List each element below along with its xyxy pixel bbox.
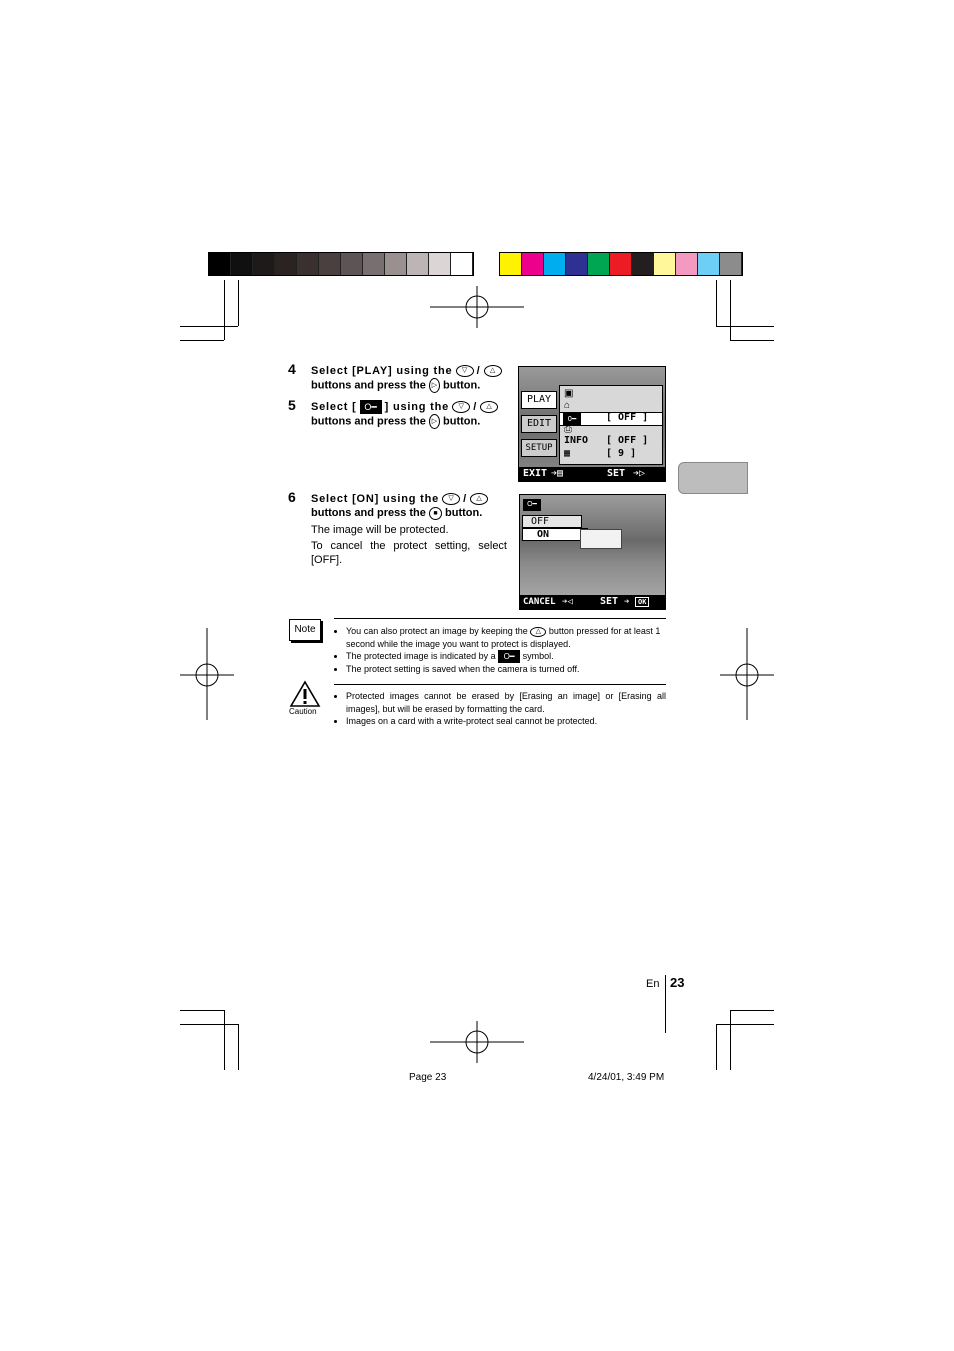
color-swatch [720,253,742,275]
caution-divider [334,684,666,685]
right-button-icon: ▷ [429,378,440,393]
color-swatch [451,253,473,275]
registration-target-right [720,628,774,720]
up-button-icon: △ [480,401,498,413]
caution-icon [289,680,321,708]
menu-row-index: ▦ [ 9 ] [564,448,637,459]
color-swatch [319,253,341,275]
color-swatch [566,253,588,275]
note-text: • You can also protect an image by keeping the △ button pressed for at least 1 second while the image you want to protect is displayed. • The protected image is indicated by a O━ symbol. • The protect setting is saved when the camera is turned off. [333,625,666,676]
section-tab [678,462,748,494]
menu-panel [559,385,663,465]
grayscale-bar [208,252,474,276]
protect-key-icon: O━ [523,499,541,511]
color-swatch [363,253,385,275]
menu-row-protect [560,412,662,426]
down-button-icon: ▽ [456,365,474,377]
down-button-icon: ▽ [442,493,460,505]
step-5-number: 5 [288,397,296,413]
color-swatch [654,253,676,275]
color-swatch [231,253,253,275]
note-icon: Note [289,619,321,641]
rotate-icon: ⌂ [564,400,571,411]
language-label: En [646,978,660,990]
step-6-desc-2: To cancel the protect setting, select [OFF]. [311,540,507,566]
step-6-number: 6 [288,489,296,505]
color-swatch [676,253,698,275]
up-button-icon: △ [470,493,488,505]
color-swatch [544,253,566,275]
down-button-icon: ▽ [452,401,470,413]
arrow-icon: ➔▤ [551,468,564,479]
ok-icon: OK [635,597,649,607]
color-bar [499,252,743,276]
print-date: 4/24/01, 3:49 PM [588,1072,665,1083]
registration-target-left [180,628,234,720]
caution-label: Caution [289,707,317,716]
protect-key-icon: O━ [498,650,520,663]
color-swatch [632,253,654,275]
registration-target-top [430,286,524,328]
slideshow-icon: ▣ [564,388,574,399]
caution-text: • Protected images cannot be erased by [Erasing an image] or [Erasing all images], but will be erased by formatting the card. • Images on a card with a write-protect seal cannot be protected. [333,690,666,728]
step-6-text: Select [ON] using the ▽ / △ buttons and press the ■ button. [311,492,507,520]
screen1-footer: EXIT ➔▤ SET ➔▷ [519,467,665,481]
ok-button-icon: ■ [429,507,442,520]
right-button-icon: ▷ [429,414,440,429]
arrow-left-icon: ➔◁ [562,597,573,607]
color-swatch [209,253,231,275]
step-4-number: 4 [288,361,296,377]
color-swatch [407,253,429,275]
color-swatch [385,253,407,275]
print-page-label: Page 23 [409,1072,447,1083]
color-swatch [429,253,451,275]
camera-screen-protect [519,494,666,610]
house-image [580,529,622,549]
color-swatch [588,253,610,275]
color-swatch [500,253,522,275]
page-number-divider [665,975,666,1033]
menu-setup-tab: SETUP [521,439,557,457]
registration-target-bottom [430,1021,524,1063]
option-off: OFF [522,515,582,528]
arrow-right-icon: ➔▷ [633,468,646,479]
color-swatch [522,253,544,275]
screen2-footer: CANCEL ➔◁ SET ➔ OK [520,595,665,609]
up-button-icon: △ [530,627,546,637]
menu-row-info: INFO [ OFF ] [564,435,649,446]
index-icon: ▦ [564,448,571,459]
color-swatch [253,253,275,275]
step-5-text: Select [ O━ ] using the ▽ / △ buttons and press the ▷ button. [311,400,507,429]
page-number: 23 [670,975,685,990]
step-6-desc-1: The image will be protected. [311,524,449,536]
menu-edit-tab: EDIT [521,415,557,433]
step-4-text: Select [PLAY] using the ▽ / △ buttons and press the ▷ button. [311,364,507,393]
up-button-icon: △ [484,365,502,377]
color-swatch [698,253,720,275]
menu-play-tab: PLAY [521,391,557,409]
color-swatch [297,253,319,275]
protect-key-icon: O━ [563,413,581,425]
print-icon: ⎙ [564,424,572,435]
protect-value: [ OFF ] [606,412,649,423]
color-swatch [610,253,632,275]
camera-screen-menu [518,366,666,482]
arrow-icon: ➔ [624,597,630,607]
option-on: ON [522,528,588,541]
protect-key-icon: O━ [360,400,382,414]
color-swatch [341,253,363,275]
color-swatch [275,253,297,275]
note-divider [334,618,666,619]
